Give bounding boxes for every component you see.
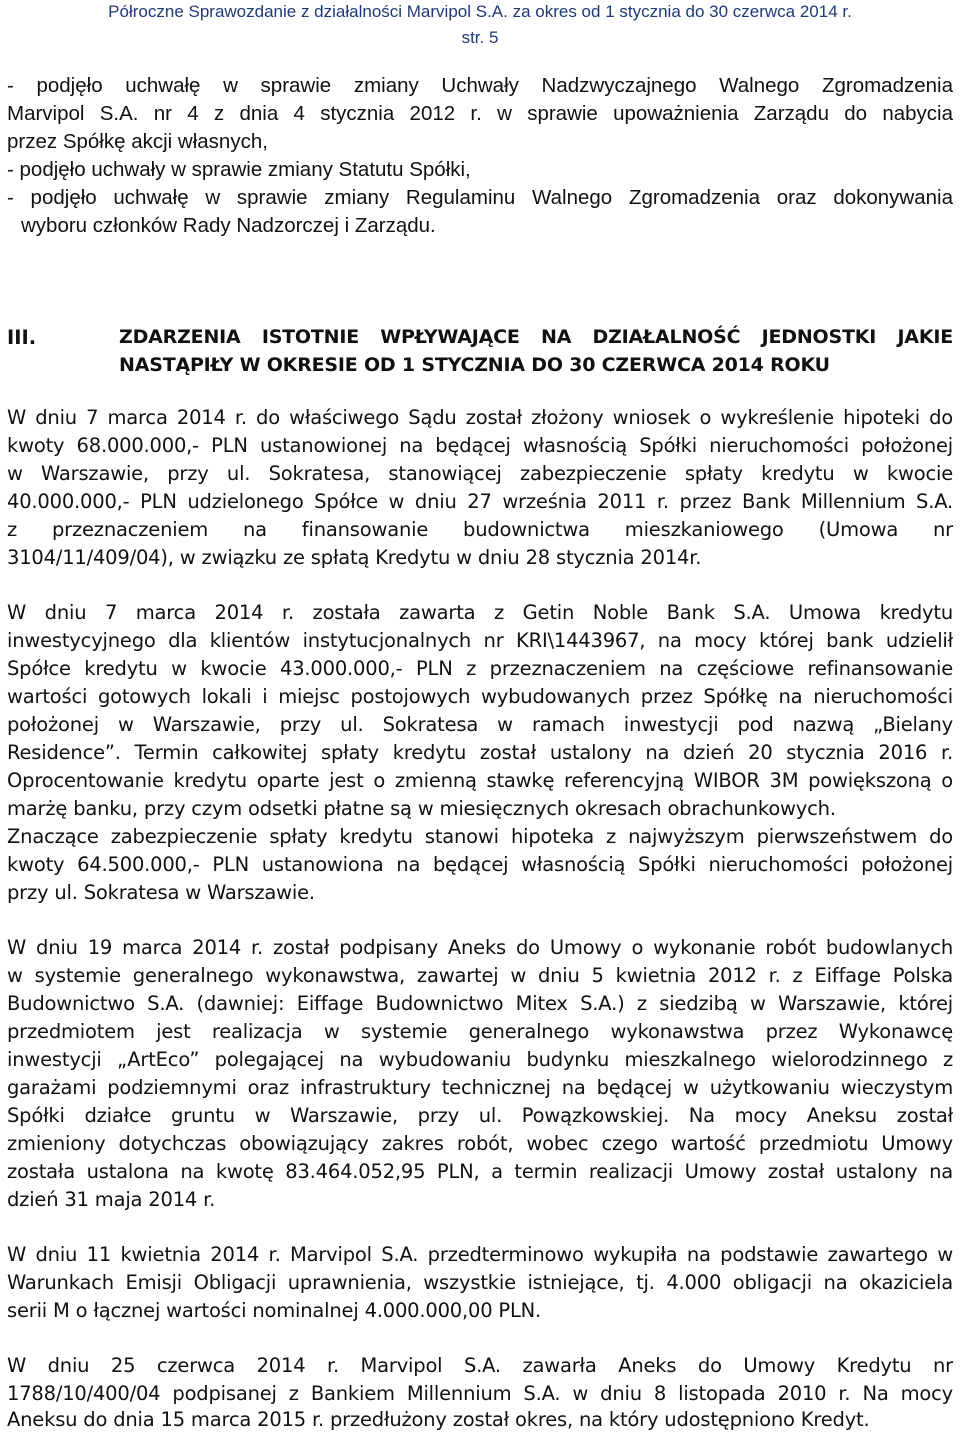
text-line: W dniu 19 marca 2014 r. został podpisany Aneks do Umowy o wykonanie robót budowlanych (7, 936, 953, 959)
text-line: Residence”. Termin całkowitej spłaty kredytu został ustalony na dzień 20 stycznia 2016 r. (7, 741, 953, 764)
text-line: w Warszawie, przy ul. Sokratesa, stanowiącej zabezpieczenie spłaty kredytu w kwocie (7, 462, 953, 485)
text-line: Oprocentowanie kredytu oparte jest o zmienną stawkę referencyjną WIBOR 3M powiększoną o (7, 769, 953, 792)
text-line: 1788/10/400/04 podpisanej z Bankiem Millennium S.A. w dniu 8 listopada 2010 r. Na mocy (7, 1382, 953, 1405)
text-line: położonej w Warszawie, przy ul. Sokratesa w ramach inwestycji pod nazwą „Bielany (7, 713, 953, 736)
text-line: Warunkach Emisji Obligacji uprawnienia, wszystkie istniejące, tj. 4.000 obligacji na okaziciela (7, 1271, 953, 1294)
text-line: Spółce kredytu w kwocie 43.000.000,- PLN z przeznaczeniem na częściowe refinansowanie (7, 657, 953, 680)
text-line: wartości gotowych lokali i miejsc postojowych wybudowanych przez Spółkę na nieruchomości (7, 685, 953, 708)
text-line: Spółki działce gruntu w Warszawie, przy ul. Powązkowskiej. Na mocy Aneksu został (7, 1104, 953, 1127)
text-line: dzień 31 maja 2014 r. (7, 1188, 216, 1211)
text-line: kwoty 64.500.000,- PLN ustanowiona na będącej własnością Spółki nieruchomości położonej (7, 853, 953, 876)
section-title: ZDARZENIA ISTOTNIE WPŁYWAJĄCE NA DZIAŁALNOŚĆ JEDNOSTKI JAKIE (119, 326, 953, 348)
text-line: marżę banku, przy czym odsetki płatne są w miesięcznych okresach obrachunkowych. (7, 797, 836, 820)
page-number: str. 5 (461, 28, 499, 47)
text-line: przedmiotem jest realizacja w systemie generalnego wykonawstwa przez Wykonawcę (7, 1020, 953, 1043)
text-line: w systemie generalnego wykonawstwa, zawartej w dniu 5 kwietnia 2012 r. z Eiffage Polska (7, 964, 953, 987)
text-line: W dniu 7 marca 2014 r. została zawarta z Getin Noble Bank S.A. Umowa kredytu (7, 601, 953, 624)
text-line: W dniu 25 czerwca 2014 r. Marvipol S.A. zawarła Aneks do Umowy Kredytu nr (7, 1354, 953, 1377)
text-line: została ustalona na kwotę 83.464.052,95 PLN, a termin realizacji Umowy został ustalony na (7, 1160, 953, 1183)
list-item: wyboru członków Rady Nadzorczej i Zarządu. (21, 214, 436, 237)
text-line: kwoty 68.000.000,- PLN ustanowionej na będącej własnością Spółki nieruchomości położonej (7, 434, 953, 457)
text-line: Znaczące zabezpieczenie spłaty kredytu stanowi hipoteka z najwyższym pierwszeństwem do (7, 825, 953, 848)
text-line: z przeznaczeniem na finansowanie budownictwa mieszkaniowego (Umowa nr (7, 518, 953, 541)
text-line: serii M o łącznej wartości nominalnej 4.000.000,00 PLN. (7, 1299, 542, 1322)
text-line: W dniu 11 kwietnia 2014 r. Marvipol S.A. przedterminowo wykupiła na podstawie zawartego w (7, 1243, 953, 1266)
text-line: 3104/11/409/04), w związku ze spłatą Kredytu w dniu 28 stycznia 2014r. (7, 546, 702, 569)
text-line: Budownictwo S.A. (dawniej: Eiffage Budownictwo Mitex S.A.) z siedzibą w Warszawie, której (7, 992, 953, 1015)
list-item: - podjęło uchwały w sprawie zmiany Statutu Spółki, (7, 158, 471, 181)
section-number: III. (7, 326, 37, 349)
list-item: - podjęło uchwałę w sprawie zmiany Regulaminu Walnego Zgromadzenia oraz dokonywania (7, 186, 953, 209)
text-line: garażami podziemnymi oraz infrastruktury technicznej na będącej w użytkowaniu wieczystym (7, 1076, 953, 1099)
list-item: przez Spółkę akcji własnych, (7, 130, 268, 153)
text-line: inwestycyjnego dla klientów instytucjonalnych nr KRI\1443967, na mocy której bank udzielił (7, 629, 953, 652)
list-item: - podjęło uchwałę w sprawie zmiany Uchwały Nadzwyczajnego Walnego Zgromadzenia (7, 74, 953, 97)
text-line: zmieniony dotychczas obowiązujący zakres robót, wobec czego wartość przedmiotu Umowy (7, 1132, 953, 1155)
text-line: inwestycji „ArtEco” polegającej na wybudowaniu budynku mieszkalnego wielorodzinnego z (7, 1048, 953, 1071)
report-title: Półroczne Sprawozdanie z działalności Marvipol S.A. za okres od 1 stycznia do 30 czerwca 2014 r. (108, 2, 852, 21)
list-item: Marvipol S.A. nr 4 z dnia 4 stycznia 2012 r. w sprawie upoważnienia Zarządu do nabycia (7, 102, 953, 125)
text-line: 40.000.000,- PLN udzielonego Spółce w dniu 27 września 2011 r. przez Bank Millennium S.A. (7, 490, 953, 513)
text-line: Aneksu do dnia 15 marca 2015 r. przedłużony został okres, na który udostępniono Kredyt. (7, 1408, 870, 1431)
text-line: W dniu 7 marca 2014 r. do właściwego Sądu został złożony wniosek o wykreślenie hipoteki do (7, 406, 953, 429)
section-title: NASTĄPIŁY W OKRESIE OD 1 STYCZNIA DO 30 CZERWCA 2014 ROKU (119, 354, 830, 376)
text-line: przy ul. Sokratesa w Warszawie. (7, 881, 315, 904)
